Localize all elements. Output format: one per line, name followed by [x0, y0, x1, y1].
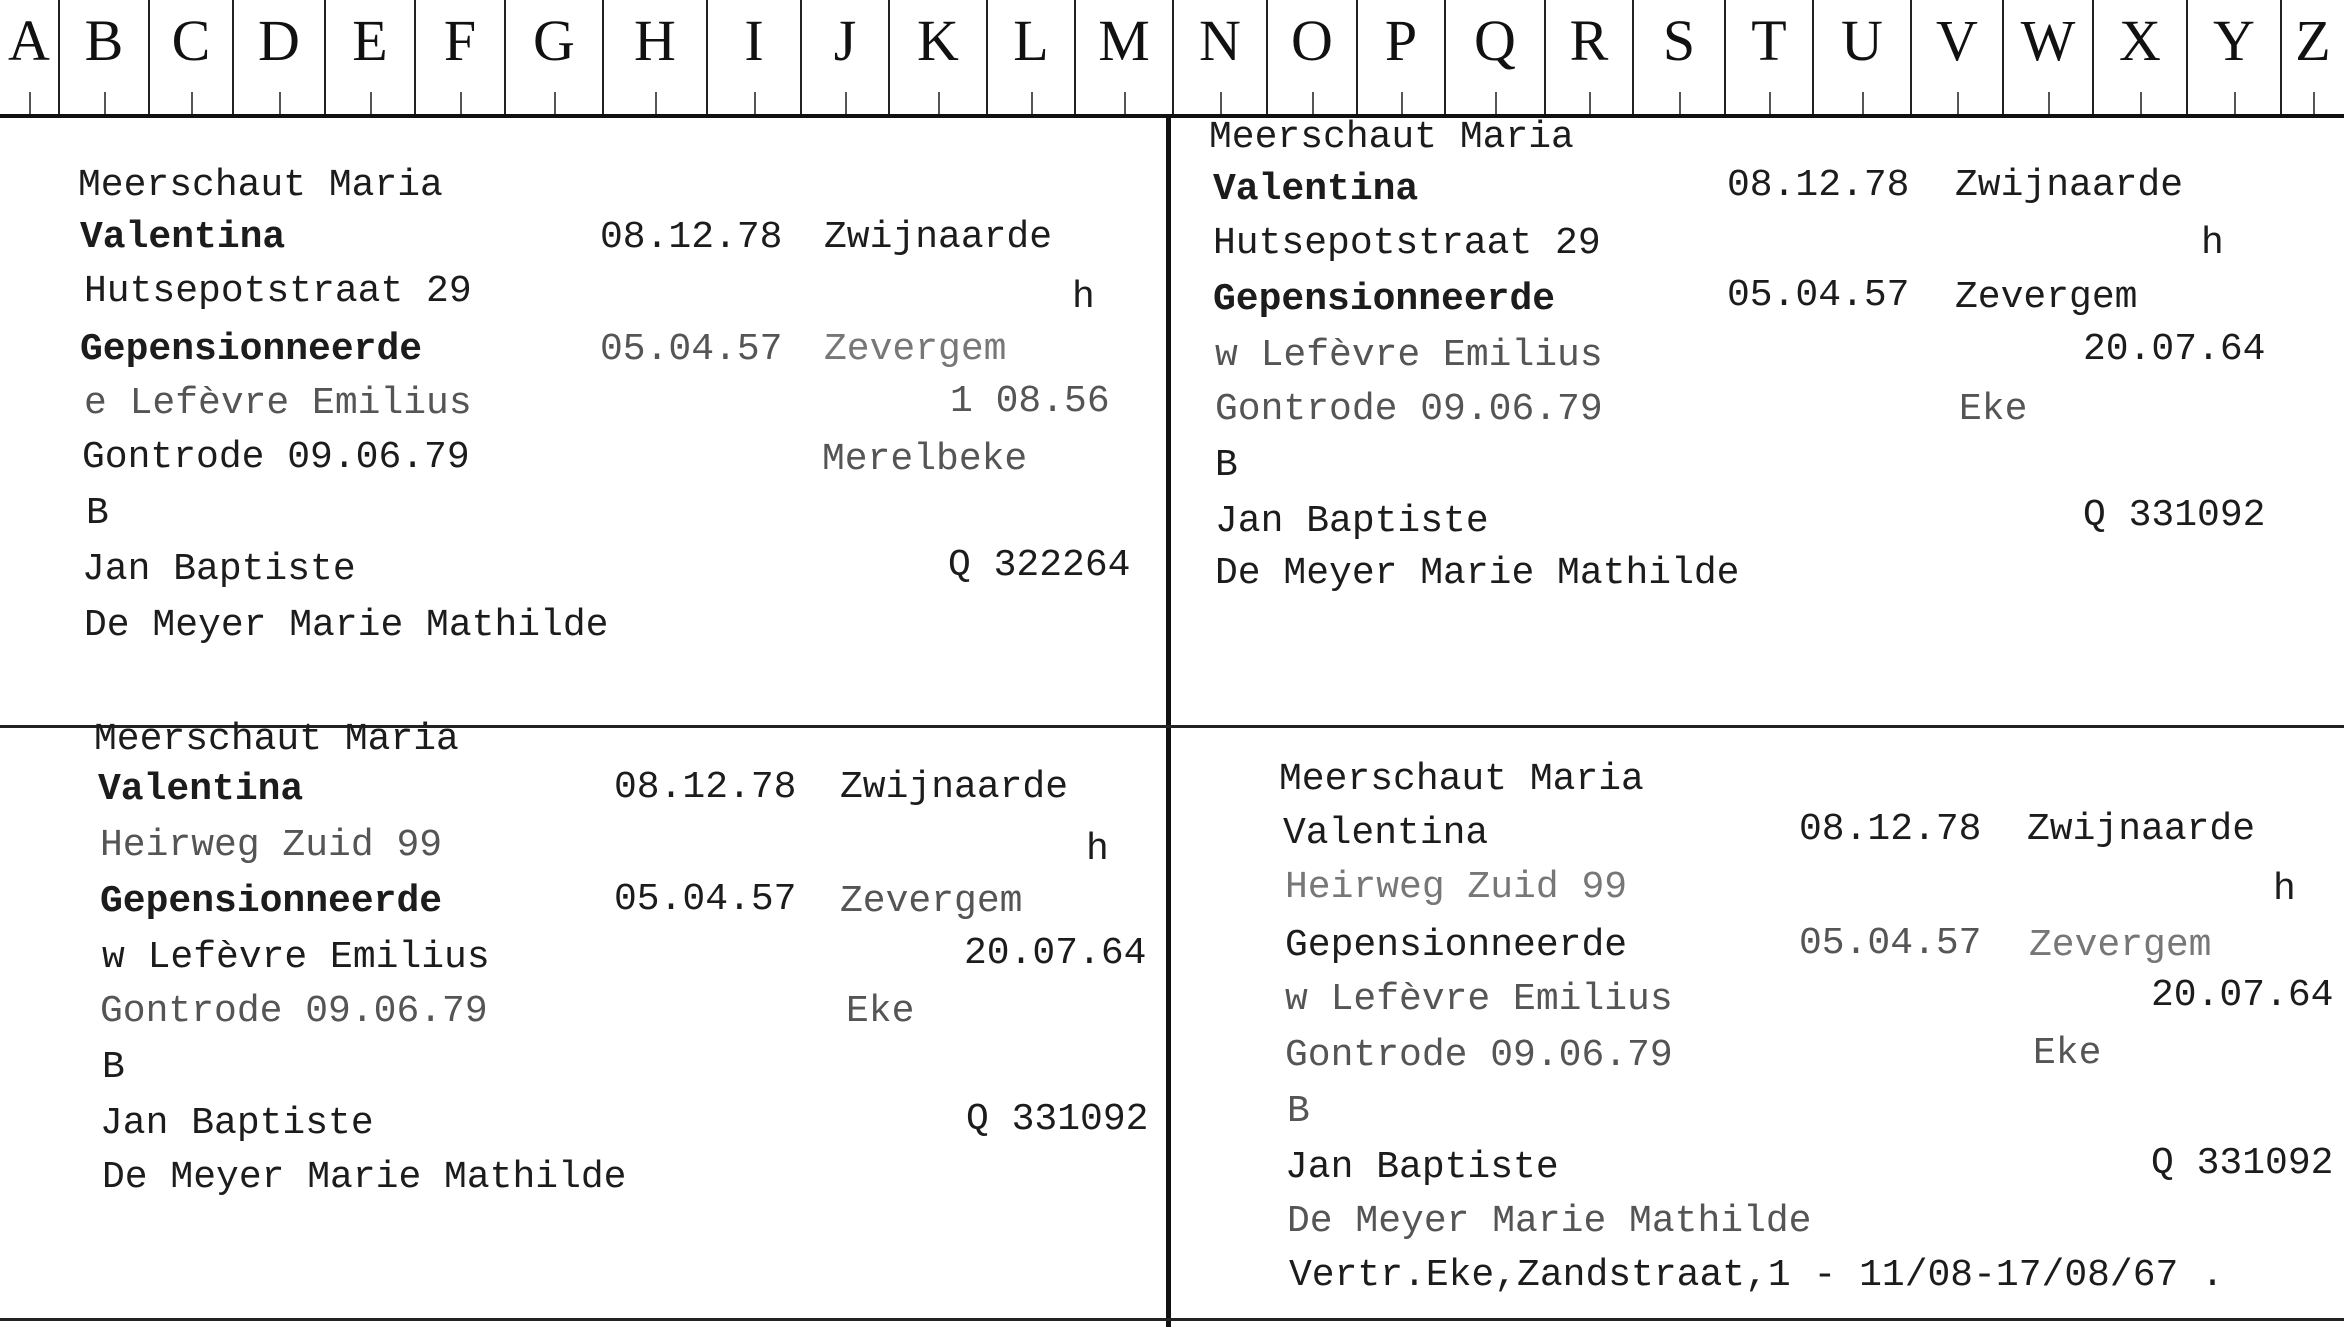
card-b-mark: B [86, 492, 109, 535]
card-spouse: e Lefèvre Emilius [84, 382, 472, 425]
index-letter-k: K [888, 0, 986, 114]
card-birth-date: 08.12.78 [1727, 164, 1910, 207]
card-surname: Meerschaut Maria [1279, 758, 1644, 801]
card-b-mark: B [102, 1046, 125, 1089]
index-letter-m: M [1074, 0, 1172, 114]
card-father: Jan Baptiste [82, 548, 356, 591]
card-birth-date: 08.12.78 [614, 766, 797, 809]
index-letter-o: O [1266, 0, 1356, 114]
index-letter-l: L [986, 0, 1074, 114]
card-register-number: Q 331092 [966, 1098, 1149, 1141]
card-occupation: Gepensionneerde [80, 328, 423, 371]
card-date-2: 05.04.57 [1799, 922, 1982, 965]
record-card-bottom-right [1171, 728, 2344, 1318]
card-b-mark: B [1215, 444, 1238, 487]
card-birth-date: 08.12.78 [1799, 808, 1982, 851]
card-mother: De Meyer Marie Mathilde [1215, 552, 1740, 595]
card-occupation: Gepensionneerde [1213, 278, 1556, 321]
record-card-top-left [0, 118, 1166, 725]
index-letter-d: D [232, 0, 324, 114]
card-death: Gontrode 09.06.79 [1285, 1034, 1673, 1077]
record-card-top-right [1171, 118, 2344, 725]
card-date-2: 05.04.57 [614, 878, 797, 921]
card-mark-h: h [1072, 276, 1095, 319]
card-date-2: 05.04.57 [600, 328, 783, 371]
card-mother: De Meyer Marie Mathilde [1287, 1200, 1812, 1243]
card-father: Jan Baptiste [1215, 500, 1489, 543]
card-mother: De Meyer Marie Mathilde [84, 604, 609, 647]
card-spouse: w Lefèvre Emilius [1285, 978, 1673, 1021]
card-register-number: Q 331092 [2151, 1142, 2334, 1185]
card-mark-h: h [2201, 222, 2224, 265]
card-register-number: Q 322264 [948, 544, 1131, 587]
index-letter-i: I [706, 0, 800, 114]
index-letter-x: X [2092, 0, 2186, 114]
card-place-3: Eke [1959, 388, 2028, 431]
index-letter-t: T [1724, 0, 1812, 114]
card-given-name: Valentina [98, 768, 304, 811]
card-place-2: Zevergem [1955, 276, 2138, 319]
index-letter-z: Z [2280, 0, 2344, 114]
card-place-3: Merelbeke [822, 438, 1028, 481]
card-place-3: Eke [846, 990, 915, 1033]
index-letter-f: F [414, 0, 504, 114]
card-surname: Meerschaut Maria [1209, 116, 1574, 159]
card-birth-place: Zwijnaarde [840, 766, 1069, 809]
card-father: Jan Baptiste [1285, 1146, 1559, 1189]
card-given-name: Valentina [1213, 168, 1419, 211]
index-letter-g: G [504, 0, 602, 114]
index-letter-c: C [148, 0, 232, 114]
card-given-name: Valentina [80, 216, 286, 259]
card-date-2: 05.04.57 [1727, 274, 1910, 317]
card-mark-h: h [2273, 868, 2296, 911]
card-father: Jan Baptiste [100, 1102, 374, 1145]
card-address: Heirweg Zuid 99 [100, 824, 443, 867]
index-letter-j: J [800, 0, 888, 114]
alphabet-index-bar [0, 0, 2344, 118]
card-address: Heirweg Zuid 99 [1285, 866, 1628, 909]
index-letter-v: V [1910, 0, 2002, 114]
card-address: Hutsepotstraat 29 [1213, 222, 1601, 265]
card-death: Gontrode 09.06.79 [82, 436, 470, 479]
card-date-3: 20.07.64 [2083, 328, 2266, 371]
index-letter-a: A [0, 0, 58, 114]
card-mother: De Meyer Marie Mathilde [102, 1156, 627, 1199]
index-letter-y: Y [2186, 0, 2280, 114]
index-letter-u: U [1812, 0, 1910, 114]
card-given-name: Valentina [1283, 812, 1489, 855]
index-letter-h: H [602, 0, 706, 114]
card-address: Hutsepotstraat 29 [84, 270, 472, 313]
card-death: Gontrode 09.06.79 [100, 990, 488, 1033]
card-surname: Meerschaut Maria [78, 164, 443, 207]
card-place-2: Zevergem [2029, 924, 2212, 967]
card-place-2: Zevergem [824, 328, 1007, 371]
index-letter-b: B [58, 0, 148, 114]
index-letter-q: Q [1444, 0, 1544, 114]
card-death: Gontrode 09.06.79 [1215, 388, 1603, 431]
card-birth-place: Zwijnaarde [2027, 808, 2256, 851]
card-occupation: Gepensionneerde [100, 880, 443, 923]
card-birth-date: 08.12.78 [600, 216, 783, 259]
card-register-number: Q 331092 [2083, 494, 2266, 537]
card-mark-h: h [1086, 828, 1109, 871]
index-letter-r: R [1544, 0, 1632, 114]
record-card-bottom-left [0, 718, 1166, 1318]
card-date-3: 1 08.56 [950, 380, 1110, 423]
index-letter-n: N [1172, 0, 1266, 114]
index-letter-w: W [2002, 0, 2092, 114]
card-b-mark: B [1287, 1090, 1310, 1133]
card-relocation-note: Vertr.Eke,Zandstraat,1 - 11/08-17/08/67 . [1289, 1254, 2224, 1297]
card-birth-place: Zwijnaarde [1955, 164, 2184, 207]
card-occupation: Gepensionneerde [1285, 924, 1628, 967]
card-surname: Meerschaut Maria [94, 718, 459, 761]
bottom-card-edge [0, 1318, 2344, 1321]
card-place-2: Zevergem [840, 880, 1023, 923]
card-spouse: w Lefèvre Emilius [102, 936, 490, 979]
index-letter-p: P [1356, 0, 1444, 114]
card-date-3: 20.07.64 [2151, 974, 2334, 1017]
card-spouse: w Lefèvre Emilius [1215, 334, 1603, 377]
card-birth-place: Zwijnaarde [824, 216, 1053, 259]
card-place-3: Eke [2033, 1032, 2102, 1075]
index-letter-s: S [1632, 0, 1724, 114]
index-letter-e: E [324, 0, 414, 114]
card-date-3: 20.07.64 [964, 932, 1147, 975]
